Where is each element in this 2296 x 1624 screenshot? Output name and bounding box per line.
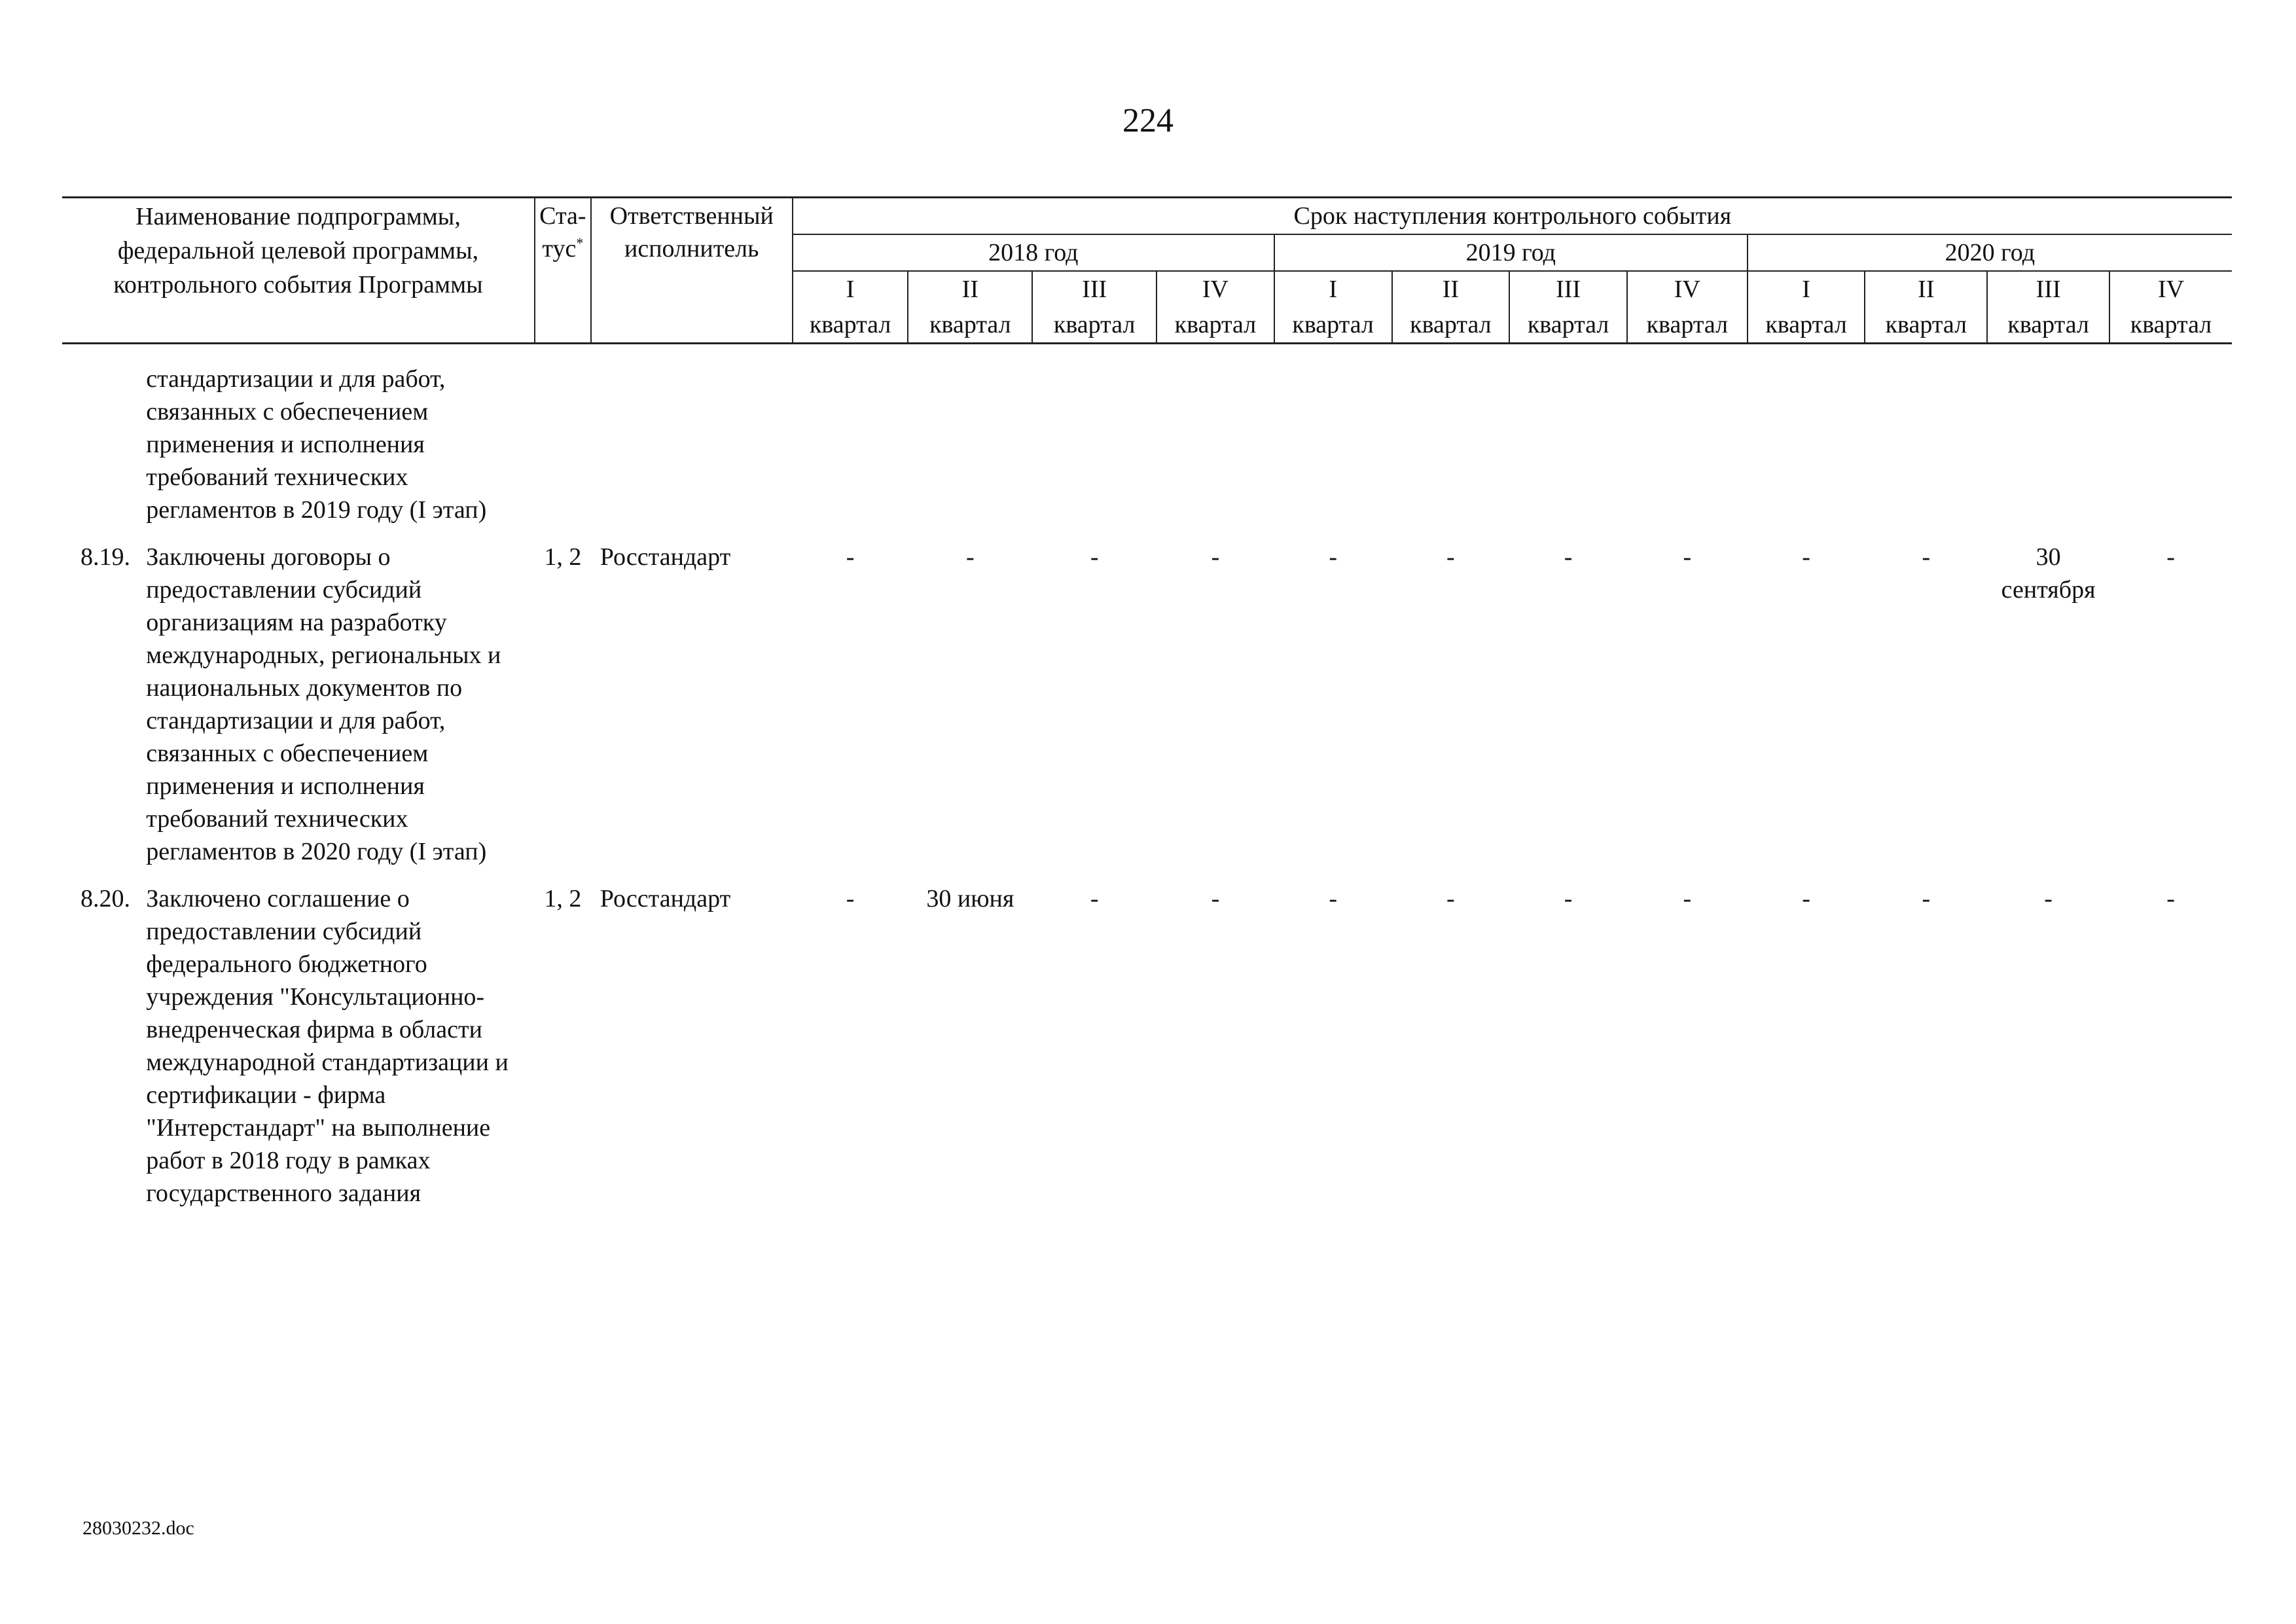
row-quarter-value: - xyxy=(1922,543,1931,571)
row-responsible: Росстандарт xyxy=(600,885,731,912)
row-quarter-value xyxy=(1748,344,1865,527)
row-quarter-value: - xyxy=(1802,885,1810,912)
header-quarter-number: II xyxy=(908,271,1032,307)
header-responsible: Ответственный исполнитель xyxy=(591,198,793,344)
row-quarter-value xyxy=(1987,344,2109,527)
row-quarter-value xyxy=(793,344,908,527)
row-quarter-value xyxy=(1392,344,1510,527)
row-status: 1, 2 xyxy=(544,885,582,912)
header-quarter-number: III xyxy=(1032,271,1157,307)
row-quarter-value xyxy=(1032,344,1157,527)
row-quarter-value: - xyxy=(2166,885,2175,912)
page-number: 224 xyxy=(1122,102,1174,139)
row-description: Заключены договоры о предоставлении субсидий организациям на разработку международных, региональных и национальных документов по стандартизации и для работ, связанных с обеспечением применения и исполнения требований технических регламентов в 2020 году (I этап) xyxy=(146,543,501,865)
row-quarter-value xyxy=(908,344,1032,527)
table-header xyxy=(62,198,2232,344)
row-description: стандартизации и для работ, связанных с обеспечением применения и исполнения требований технических регламентов в 2019 году (I этап) xyxy=(146,365,487,524)
header-quarter-number: II xyxy=(1865,271,1987,307)
row-quarter-value xyxy=(1509,344,1627,527)
row-quarter-value: - xyxy=(2044,885,2053,912)
header-year-2019: 2019 год xyxy=(1274,234,1748,271)
row-quarter-value: - xyxy=(1090,543,1099,571)
header-quarter-number: IV xyxy=(1157,271,1274,307)
row-quarter-value: - xyxy=(1446,543,1455,571)
header-quarter-word: квартал xyxy=(1274,307,1392,344)
table-body xyxy=(62,344,2232,1210)
row-quarter-value: 30 июня xyxy=(926,885,1014,912)
header-period: Срок наступления контрольного события xyxy=(793,198,2232,235)
row-responsible xyxy=(591,344,793,527)
header-name: Наименование подпрограммы, федеральной целевой программы, контрольного события Программы xyxy=(113,203,483,298)
header-quarter-number: III xyxy=(1509,271,1627,307)
row-quarter-value: - xyxy=(1922,885,1931,912)
header-quarter-word: квартал xyxy=(1627,307,1748,344)
row-quarter-value xyxy=(1865,344,1987,527)
header-quarter-word: квартал xyxy=(1392,307,1510,344)
header-quarter-number: I xyxy=(793,271,908,307)
header-quarter-word: квартал xyxy=(1157,307,1274,344)
row-number xyxy=(62,344,145,527)
row-quarter-value xyxy=(2109,344,2232,527)
table-row xyxy=(62,344,2232,527)
row-status: 1, 2 xyxy=(544,543,582,571)
header-year-2020: 2020 год xyxy=(1748,234,2232,271)
row-quarter-value: - xyxy=(1090,885,1099,912)
row-quarter-value xyxy=(1157,344,1274,527)
row-quarter-value: - xyxy=(1446,885,1455,912)
row-quarter-value: - xyxy=(1211,885,1220,912)
header-quarter-number: I xyxy=(1748,271,1865,307)
footer-filename: 28030232.doc xyxy=(82,1517,194,1539)
row-quarter-value: - xyxy=(1802,543,1810,571)
row-quarter-value: 30 сентября xyxy=(2001,543,2096,604)
header-quarter-word: квартал xyxy=(2109,307,2232,344)
row-quarter-value: - xyxy=(2166,543,2175,571)
header-quarter-word: квартал xyxy=(1865,307,1987,344)
row-quarter-value: - xyxy=(966,543,975,571)
header-quarter-number: IV xyxy=(2109,271,2232,307)
row-quarter-value: - xyxy=(1564,543,1573,571)
header-status-label: Ста-тус xyxy=(539,202,586,262)
row-number: 8.19. xyxy=(81,543,130,571)
header-quarter-word: квартал xyxy=(1987,307,2109,344)
table-row xyxy=(62,868,2232,1210)
header-quarter-word: квартал xyxy=(908,307,1032,344)
row-quarter-value: - xyxy=(1211,543,1220,571)
row-quarter-value: - xyxy=(1683,543,1692,571)
table-row xyxy=(62,526,2232,868)
row-number: 8.20. xyxy=(81,885,130,912)
header-status-mark: * xyxy=(576,234,584,251)
row-status xyxy=(535,344,591,527)
header-quarter-word: квартал xyxy=(793,307,908,344)
header-quarter-word: квартал xyxy=(1032,307,1157,344)
header-quarter-number: IV xyxy=(1627,271,1748,307)
row-responsible: Росстандарт xyxy=(600,543,731,571)
header-quarter-number: III xyxy=(1987,271,2109,307)
header-quarter-number: I xyxy=(1274,271,1392,307)
row-quarter-value xyxy=(1274,344,1392,527)
header-status xyxy=(535,198,591,344)
row-quarter-value: - xyxy=(1329,543,1337,571)
row-quarter-value: - xyxy=(846,885,855,912)
header-quarter-word: квартал xyxy=(1748,307,1865,344)
row-quarter-value: - xyxy=(1564,885,1573,912)
row-quarter-value: - xyxy=(1683,885,1692,912)
header-year-2018: 2018 год xyxy=(793,234,1274,271)
control-events-table xyxy=(62,196,2232,1210)
row-quarter-value: - xyxy=(1329,885,1337,912)
header-quarter-number: II xyxy=(1392,271,1510,307)
row-description: Заключено соглашение о предоставлении субсидий федерального бюджетного учреждения "Консультационно-внедренческая фирма в области международной стандартизации и сертификации - фирма "Интерстандарт" на выполнение работ в 2018 году в рамках государственного задания xyxy=(146,885,509,1207)
row-quarter-value xyxy=(1627,344,1748,527)
row-quarter-value: - xyxy=(846,543,855,571)
header-quarter-word: квартал xyxy=(1509,307,1627,344)
